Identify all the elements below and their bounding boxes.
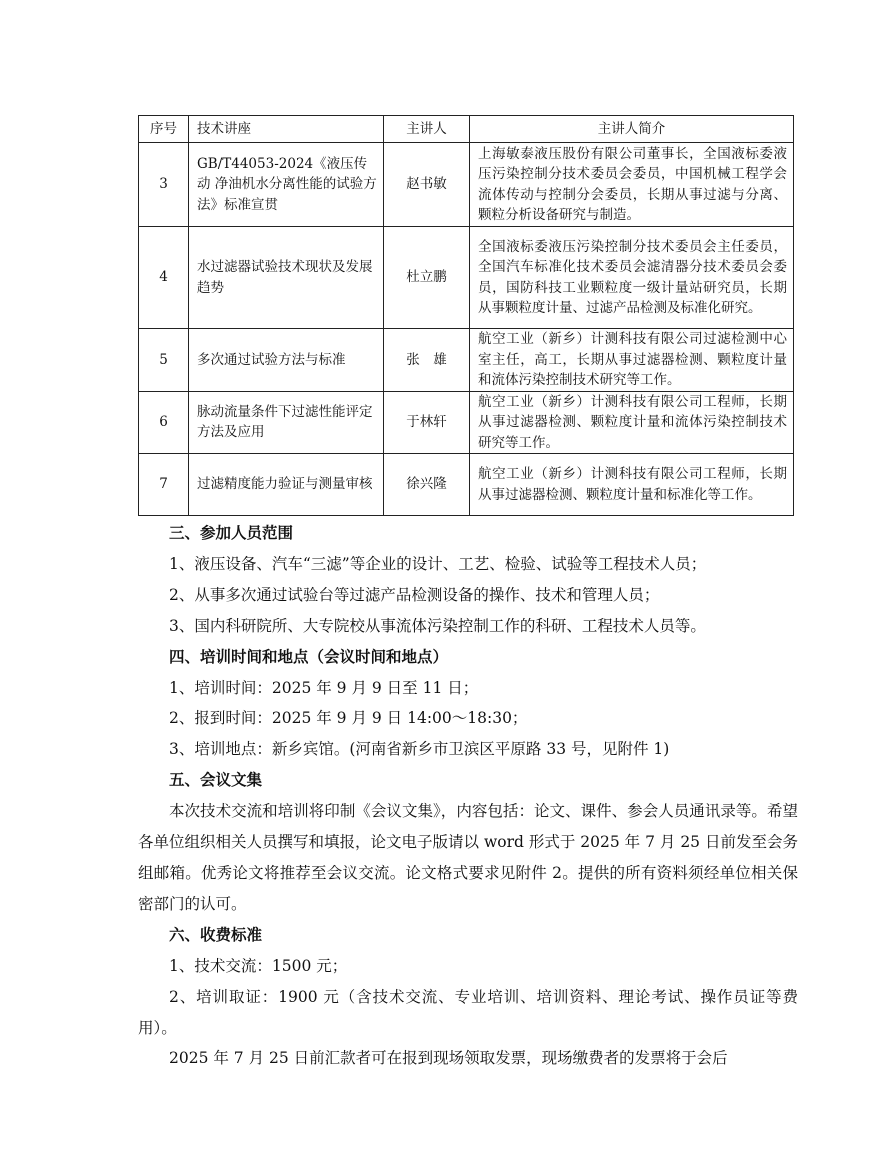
row-seq: 5 xyxy=(139,329,189,392)
participant-item: 2、从事多次通过试验台等过滤产品检测设备的操作、技术和管理人员； xyxy=(169,585,660,604)
header-bio: 主讲人简介 xyxy=(470,116,794,143)
table-row xyxy=(139,227,794,329)
fee-item: 2、培训取证：1900 元（含技术交流、专业培训、培训资料、理论考试、操作员证等费用）。 xyxy=(138,987,798,1037)
fee-item: 1、技术交流：1500 元； xyxy=(169,956,348,975)
schedule-item: 2、报到时间：2025 年 9 月 9 日 14:00～18:30； xyxy=(169,709,528,728)
table-header-row xyxy=(139,116,794,143)
section-heading-time-location: 四、培训时间和地点（会议时间和地点） xyxy=(169,646,449,666)
row-speaker: 徐兴隆 xyxy=(384,454,470,516)
row-bio: 航空工业（新乡）计测科技有限公司过滤检测中心室主任，高工，长期从事过滤器检测、颗粒度计量和流体污染控制技术研究等工作。 xyxy=(470,329,794,392)
header-topic: 技术讲座 xyxy=(189,116,384,143)
row-topic: 脉动流量条件下过滤性能评定方法及应用 xyxy=(189,391,384,454)
row-bio: 航空工业（新乡）计测科技有限公司工程师，长期从事过滤器检测、颗粒度计量和标准化等工作。 xyxy=(470,454,794,516)
section-heading-proceedings: 五、会议文集 xyxy=(169,770,263,790)
table-row xyxy=(139,143,794,227)
row-seq: 4 xyxy=(139,227,189,329)
invoice-note: 2025 年 7 月 25 日前汇款者可在报到现场领取发票，现场缴费者的发票将于会后 xyxy=(169,1049,728,1068)
row-seq: 6 xyxy=(139,391,189,454)
row-speaker: 于林轩 xyxy=(384,391,470,454)
proceedings-paragraph: 本次技术交流和培训将印制《会议文集》，内容包括：论文、课件、参会人员通讯录等。希望各单位组织相关人员撰写和填报，论文电子版请以 word 形式于 2025 年 7 月 25 日前发至会务组邮箱。优秀论文将推荐至会议交流。论文格式要求见附件 2。提供的所有资料须经单位相关保密部门的认可。 xyxy=(138,802,798,913)
row-bio: 航空工业（新乡）计测科技有限公司工程师，长期从事过滤器检测、颗粒度计量和流体污染控制技术研究等工作。 xyxy=(470,391,794,454)
row-speaker: 张 雄 xyxy=(384,329,470,392)
row-seq: 3 xyxy=(139,143,189,227)
section-heading-participants: 三、参加人员范围 xyxy=(169,523,294,542)
row-seq: 7 xyxy=(139,454,189,516)
header-speaker: 主讲人 xyxy=(384,116,470,143)
row-speaker: 杜立鹏 xyxy=(384,227,470,329)
table-row xyxy=(139,454,794,516)
row-topic: GB/T44053-2024《液压传动 净油机水分离性能的试验方法》标准宣贯 xyxy=(189,143,384,227)
row-topic: 水过滤器试验技术现状及发展趋势 xyxy=(189,227,384,329)
schedule-item: 1、培训时间：2025 年 9 月 9 日至 11 日； xyxy=(169,678,479,697)
row-speaker: 赵书敏 xyxy=(384,143,470,227)
row-topic: 多次通过试验方法与标准 xyxy=(189,329,384,392)
row-topic: 过滤精度能力验证与测量审核 xyxy=(189,454,384,516)
table-row xyxy=(139,329,794,392)
header-seq: 序号 xyxy=(139,116,189,143)
row-bio: 全国液标委液压污染控制分技术委员会主任委员，全国汽车标准化技术委员会滤清器分技术委员会委员，国防科技工业颗粒度一级计量站研究员，长期从事颗粒度计量、过滤产品检测及标准化研究。 xyxy=(470,227,794,329)
participant-item: 3、国内科研院所、大专院校从事流体污染控制工作的科研、工程技术人员等。 xyxy=(169,616,706,635)
lecture-table xyxy=(138,115,794,516)
document-body xyxy=(138,518,798,1074)
participant-item: 1、液压设备、汽车“三滤”等企业的设计、工艺、检验、试验等工程技术人员； xyxy=(169,554,707,573)
section-heading-fees: 六、收费标准 xyxy=(169,924,263,944)
table-row xyxy=(139,391,794,454)
row-bio: 上海敏泰液压股份有限公司董事长，全国液标委液压污染控制分技术委员会委员，中国机械工程学会流体传动与控制分会委员，长期从事过滤与分离、颗粒分析设备研究与制造。 xyxy=(470,143,794,227)
schedule-item: 3、培训地点：新乡宾馆。(河南省新乡市卫滨区平原路 33 号，见附件 1) xyxy=(169,740,670,759)
